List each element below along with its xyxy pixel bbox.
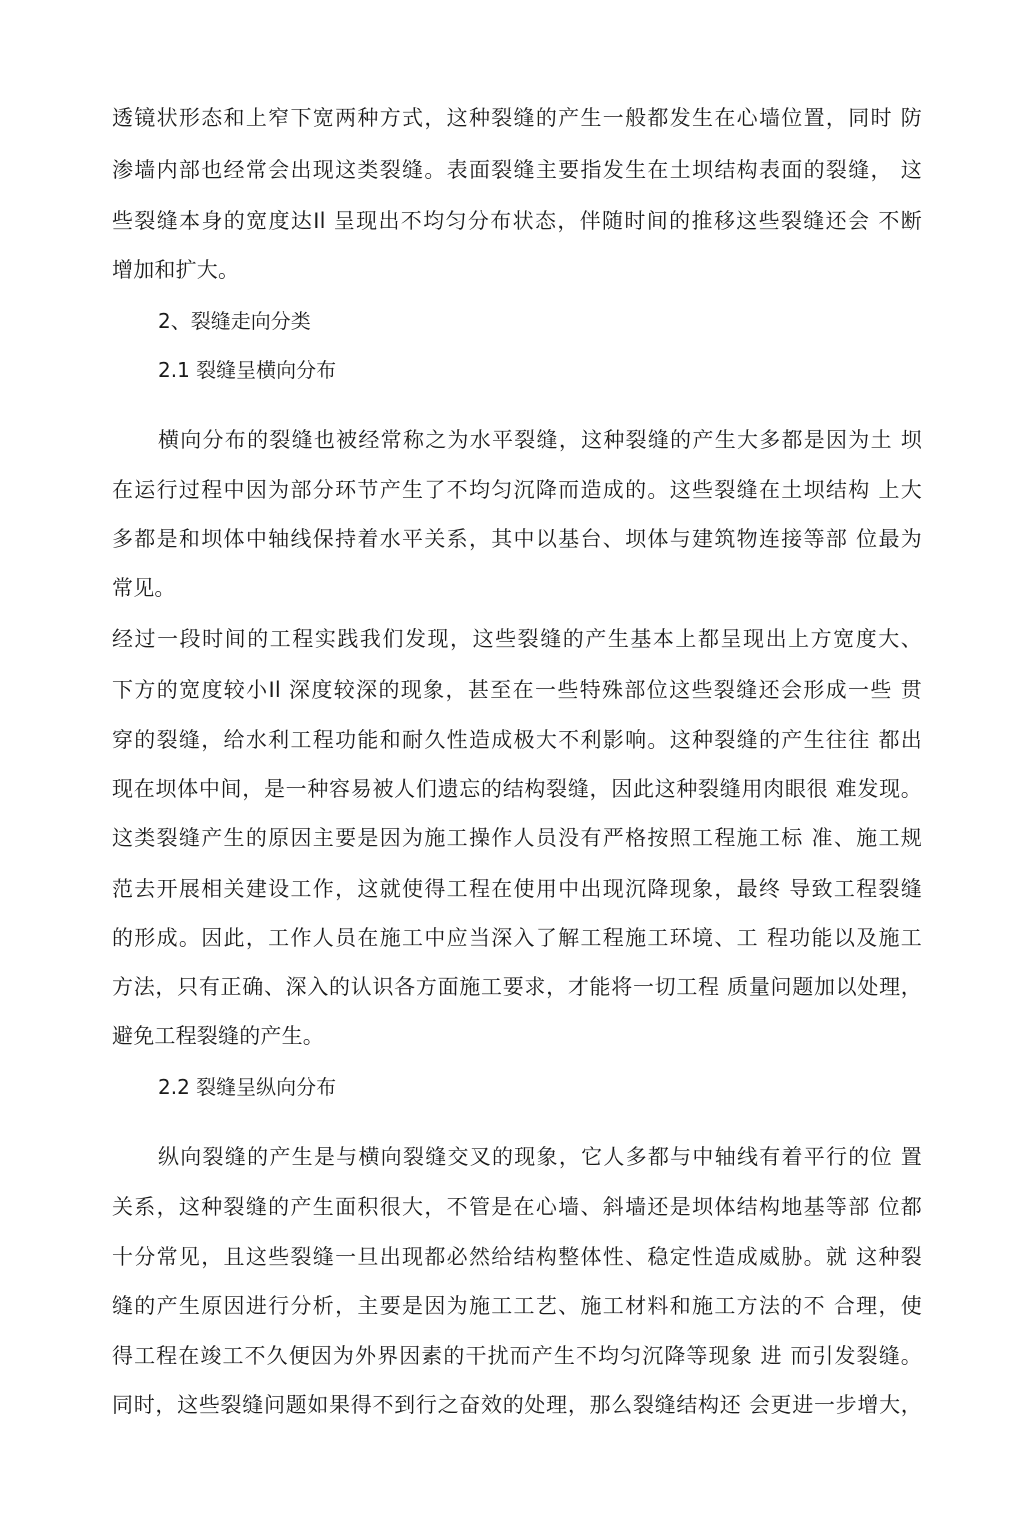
paragraph-2-line-1: 横向分布的裂缝也被经常称之为水平裂缝，这种裂缝的产生大多都是因为土 坝 <box>158 428 922 452</box>
paragraph-3-line-2: 下方的宽度较小Il 深度较深的现象，甚至在一些特殊部位这些裂缝还会形成一些 贯 <box>112 678 922 702</box>
paragraph-3-line-6: 范去开展相关建设工作，这就使得工程在使用中出现沉降现象，最终 导致工程裂缝 <box>112 877 922 901</box>
paragraph-4-line-2: 关系，这种裂缝的产生面积很大，不管是在心墙、斜墙还是坝体结构地基等部 位都 <box>112 1195 922 1219</box>
paragraph-3-line-5: 这类裂缝产生的原因主要是因为施工操作人员没有严格按照工程施工标 准、施工规 <box>112 826 922 850</box>
paragraph-3-line-4: 现在坝体中间，是一种容易被人们遗忘的结构裂缝，因此这种裂缝用肉眼很 难发现。 <box>112 777 922 801</box>
paragraph-3-line-3: 穿的裂缝，给水利工程功能和耐久性造成极大不利影响。这种裂缝的产生往往 都出 <box>112 728 922 752</box>
paragraph-3-line-7: 的形成。因此，工作人员在施工中应当深入了解工程施工环境、工 程功能以及施工 <box>112 926 922 950</box>
paragraph-2-line-3: 多都是和坝体中轴线保持着水平关系，其中以基台、坝体与建筑物连接等部 位最为 <box>112 527 922 551</box>
subsection-heading-2-2: 2.2 裂缝呈纵向分布 <box>158 1075 337 1099</box>
section-heading: 2、裂缝走向分类 <box>158 309 311 333</box>
paragraph-4-line-3: 十分常见，且这些裂缝一旦出现都必然给结构整体性、稳定性造成威胁。就 这种裂 <box>112 1245 922 1269</box>
subsection-heading-2-1: 2.1 裂缝呈横向分布 <box>158 358 337 382</box>
paragraph-4-line-4: 缝的产生原因进行分析，主要是因为施工工艺、施工材料和施工方法的不 合理，使 <box>112 1294 922 1318</box>
paragraph-1-line-2: 渗墙内部也经常会出现这类裂缝。表面裂缝主要指发生在土坝结构表面的裂缝， 这 <box>112 158 922 182</box>
paragraph-1-line-3: 些裂缝本身的宽度达Il 呈现出不均匀分布状态，伴随时间的推移这些裂缝还会 不断 <box>112 209 922 233</box>
paragraph-3-line-1: 经过一段时间的工程实践我们发现，这些裂缝的产生基本上都呈现出上方宽度大、 <box>112 627 922 651</box>
paragraph-2-line-2: 在运行过程中因为部分环节产生了不均匀沉降而造成的。这些裂缝在土坝结构 上大 <box>112 478 922 502</box>
paragraph-1-line-4: 增加和扩大。 <box>112 258 240 282</box>
paragraph-4-line-6: 同时，这些裂缝问题如果得不到行之奋效的处理，那么裂缝结构还 会更进一步增大， <box>112 1393 922 1417</box>
paragraph-2-line-4: 常见。 <box>112 576 176 600</box>
paragraph-4-line-1: 纵向裂缝的产生是与横向裂缝交叉的现象，它人多都与中轴线有着平行的位 置 <box>158 1145 922 1169</box>
paragraph-1-line-1: 透镜状形态和上窄下宽两种方式，这种裂缝的产生一般都发生在心墙位置，同时 防 <box>112 106 922 130</box>
paragraph-4-line-5: 得工程在竣工不久便因为外界因素的干扰而产生不均匀沉降等现象 进 而引发裂缝。 <box>112 1344 922 1368</box>
paragraph-3-line-9: 避免工程裂缝的产生。 <box>112 1024 324 1048</box>
paragraph-3-line-8: 方法，只有正确、深入的认识各方面施工要求，才能将一切工程 质量问题加以处理， <box>112 975 922 999</box>
